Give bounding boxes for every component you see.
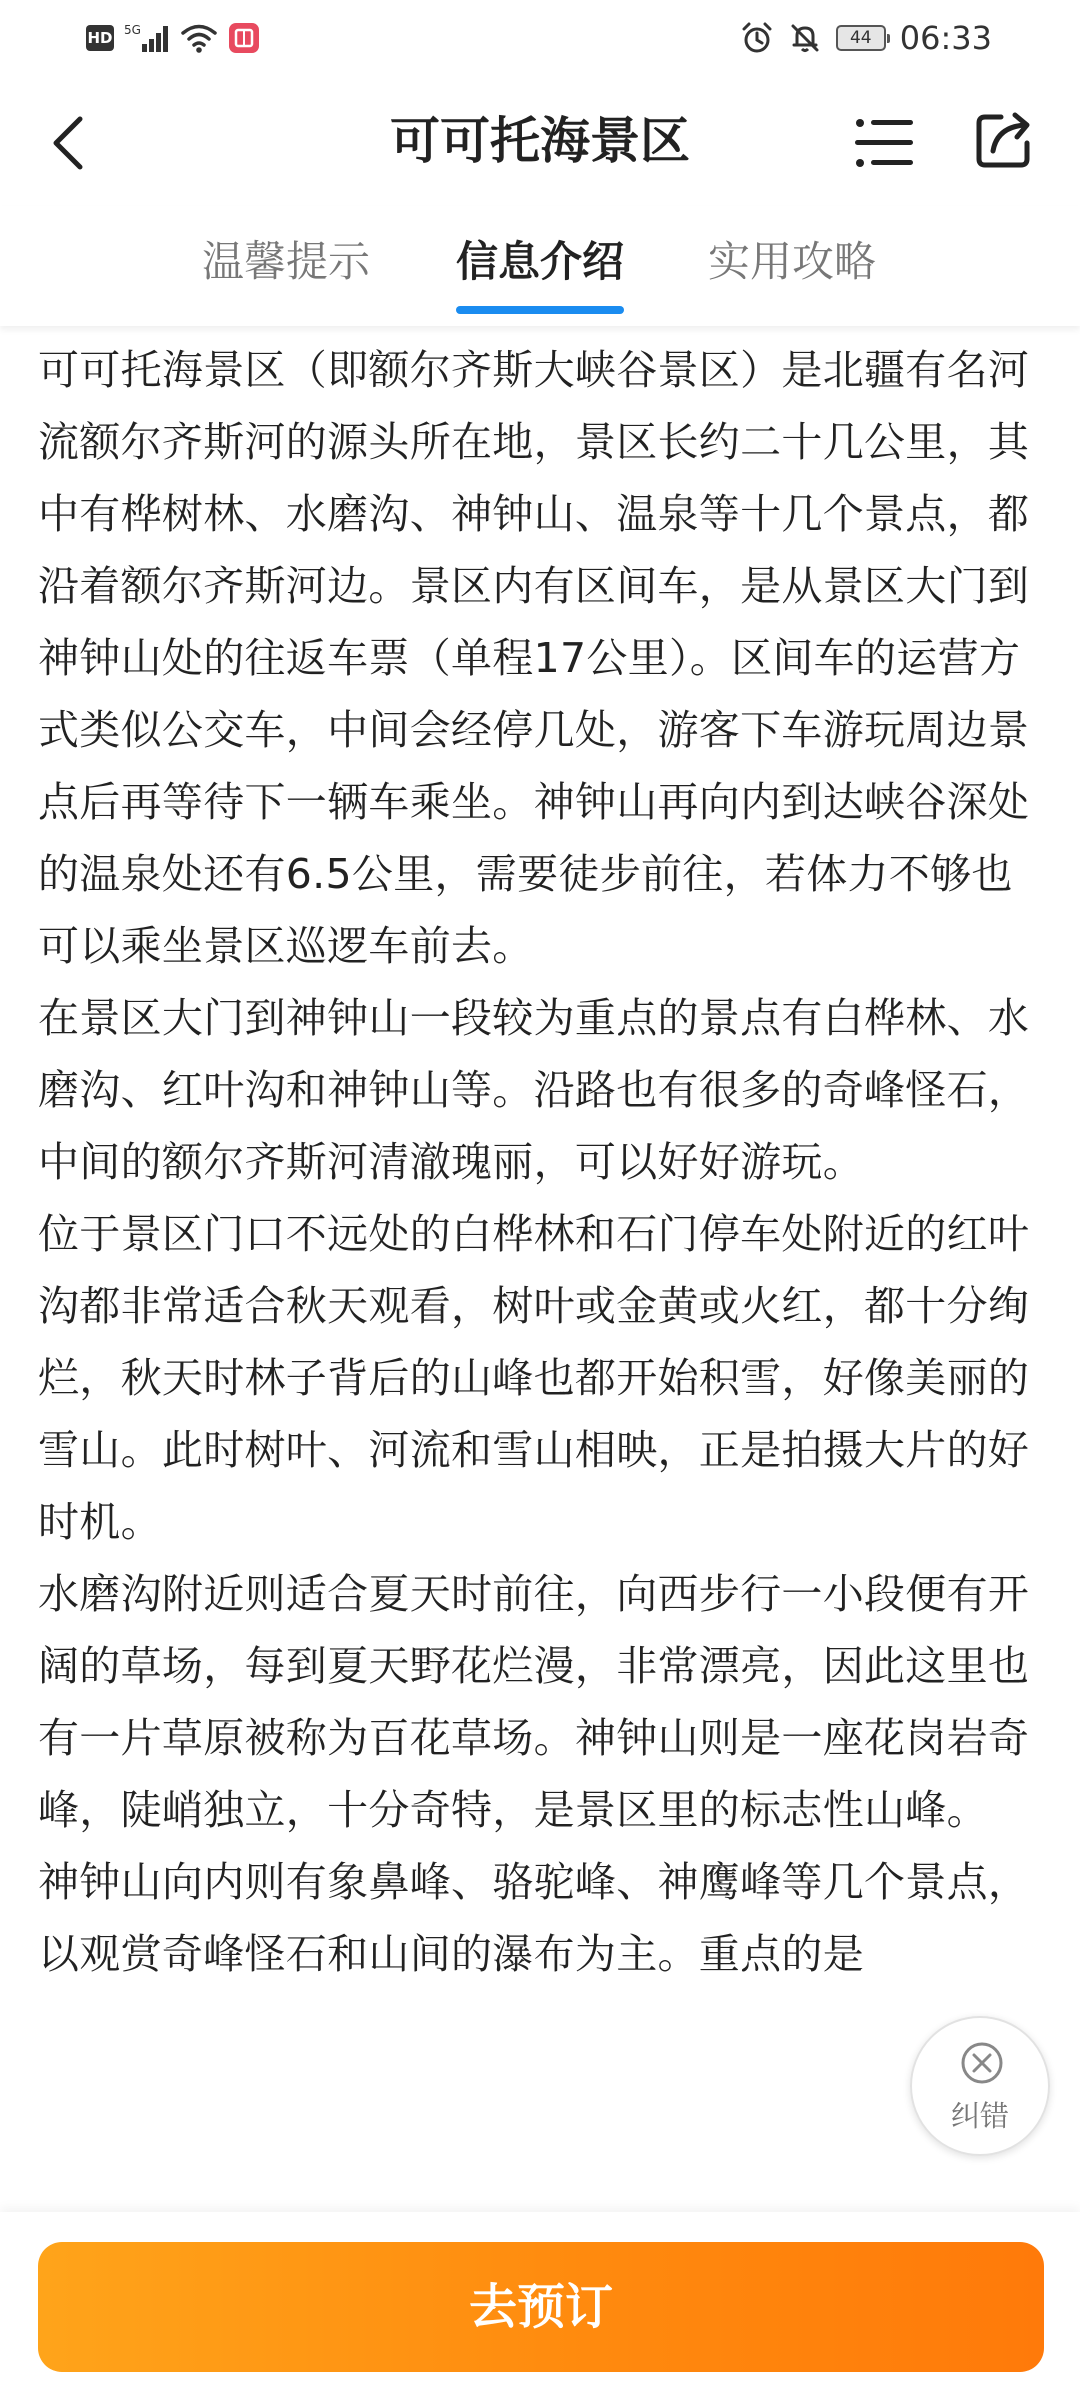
report-error-button[interactable] xyxy=(910,2016,1050,2156)
status-right-icons xyxy=(740,18,992,58)
article-paragraph-1: 可可托海景区（即额尔齐斯大峡谷景区）是北疆有名河流额尔齐斯河的源头所在地，景区长约二十几公里，其中有桦树林、水磨沟、神钟山、温泉等十几个景点，都沿着额尔齐斯河边。景区内有区间车，是从景区大门到神钟山处的往返车票（单程17公里）。区间车的运营方式类似公交车，中间会经停几处，游客下车游玩周边景点后再等待下一辆车乘坐。神钟山再向内到达峡谷深处的温泉处还有6.5公里，需要徒步前往，若体力不够也可以乘坐景区巡逻车前去。 xyxy=(38,346,1030,970)
wifi-icon xyxy=(180,22,218,54)
tab-info[interactable]: 信息介绍 xyxy=(455,237,624,286)
nav-header xyxy=(0,76,1080,206)
status-left-icons xyxy=(86,20,260,56)
mute-icon xyxy=(788,21,822,55)
tab-active-indicator xyxy=(456,306,624,314)
tab-bar xyxy=(0,206,1080,326)
report-error-label: 纠错 xyxy=(950,2099,1009,2133)
article-content xyxy=(38,334,1048,2214)
status-bar xyxy=(0,0,1080,76)
status-time: 06:33 xyxy=(899,19,992,57)
battery-icon xyxy=(836,25,886,51)
article-paragraph-4: 水磨沟附近则适合夏天时前往，向西步行一小段便有开阔的草场，每到夏天野花烂漫，非常漂亮，因此这里也有一片草原被称为百花草场。神钟山则是一座花岗岩奇峰，陡峭独立，十分奇特，是景区里的标志性山峰。 xyxy=(38,1570,1030,1834)
page-title: 可可托海景区 xyxy=(390,112,690,170)
tab-guide[interactable]: 实用攻略 xyxy=(707,237,876,286)
battery-level: 44 xyxy=(849,28,872,48)
signal-5g-icon xyxy=(124,22,170,54)
alarm-icon xyxy=(740,21,774,55)
share-icon xyxy=(973,111,1033,171)
bottom-action-bar xyxy=(0,2212,1080,2400)
article-paragraph-3: 位于景区门口不远处的白桦林和石门停车处附近的红叶沟都非常适合秋天观看，树叶或金黄或火红，都十分绚烂，秋天时林子背后的山峰也都开始积雪，好像美丽的雪山。此时树叶、河流和雪山相映，正是拍摄大片的好时机。 xyxy=(38,1210,1030,1546)
app-notification-icon xyxy=(228,22,260,54)
list-icon xyxy=(855,115,915,171)
tab-tips[interactable]: 温馨提示 xyxy=(201,237,370,286)
list-button[interactable] xyxy=(852,110,918,176)
article-paragraph-5: 神钟山向内则有象鼻峰、骆驼峰、神鹰峰等几个景点，以观赏奇峰怪石和山间的瀑布为主。重点的是 xyxy=(38,1858,1030,1978)
share-button[interactable] xyxy=(970,108,1036,174)
book-button[interactable]: 去预订 xyxy=(38,2242,1044,2372)
hd-icon: HD xyxy=(86,25,114,51)
svg-text:5G: 5G xyxy=(124,23,141,37)
article-paragraph-2: 在景区大门到神钟山一段较为重点的景点有白桦林、水磨沟、红叶沟和神钟山等。沿路也有很多的奇峰怪石，中间的额尔齐斯河清澈瑰丽，可以好好游玩。 xyxy=(38,994,1030,1186)
close-circle-icon xyxy=(959,2040,1005,2086)
